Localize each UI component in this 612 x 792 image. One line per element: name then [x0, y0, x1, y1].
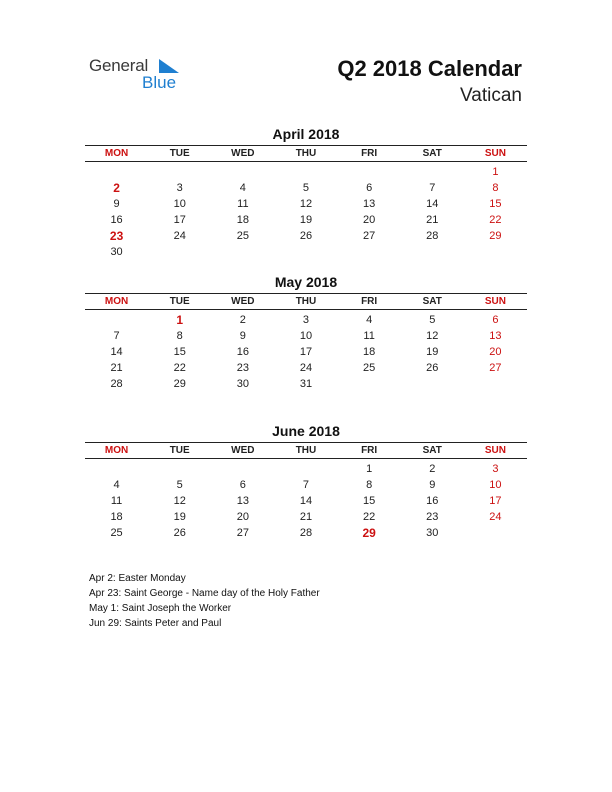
day-cell: 22: [489, 214, 502, 226]
day-cell: 8: [176, 330, 183, 342]
holiday-note: Jun 29: Saints Peter and Paul: [89, 618, 222, 629]
day-cell: 22: [363, 511, 376, 523]
day-cell: 4: [366, 314, 373, 326]
day-cell: 7: [113, 330, 120, 342]
weekday-header-row: [85, 145, 527, 162]
day-cell: 6: [239, 479, 246, 491]
day-cell: 21: [110, 362, 123, 374]
day-cell: 9: [113, 198, 120, 210]
day-cell: 2: [429, 463, 436, 475]
day-cell: 1: [366, 463, 373, 475]
day-cell: 6: [492, 314, 499, 326]
weekday-header: SUN: [484, 148, 506, 159]
day-cell: 27: [363, 230, 376, 242]
day-cell: 31: [299, 378, 313, 390]
weekday-header: THU: [295, 148, 317, 159]
day-cell: 5: [429, 314, 436, 326]
empty-day-cell: [85, 164, 148, 180]
day-cell: 21: [426, 214, 439, 226]
day-cell: 16: [426, 495, 439, 507]
day-cell: 28: [110, 378, 123, 390]
weekday-header-row: [85, 442, 527, 459]
day-cell: 13: [363, 198, 376, 210]
days-grid: [85, 312, 527, 392]
holiday-note: May 1: Saint Joseph the Worker: [89, 603, 232, 614]
weekday-header: TUE: [169, 445, 190, 456]
empty-day-cell: [274, 461, 337, 477]
day-cell: 26: [299, 230, 313, 242]
weekday-header: THU: [295, 296, 317, 307]
day-cell: 12: [299, 198, 313, 210]
day-cell: 11: [363, 330, 375, 342]
day-cell: 17: [299, 346, 313, 358]
logo-text-general: General: [89, 56, 149, 75]
day-cell: 8: [366, 479, 373, 491]
day-cell: 21: [299, 511, 313, 523]
day-cell: 9: [239, 330, 246, 342]
holiday-note: Apr 23: Saint George - Name day of the Holy Father: [89, 588, 320, 599]
day-cell: 15: [489, 198, 502, 210]
day-cell: 30: [426, 527, 439, 539]
day-cell: 23: [236, 362, 249, 374]
weekday-header: SAT: [422, 296, 442, 307]
day-cell: 14: [426, 198, 439, 210]
weekday-header: TUE: [169, 296, 190, 307]
day-cell: 6: [366, 182, 373, 194]
day-cell: 23: [426, 511, 439, 523]
day-cell: 2: [113, 181, 120, 195]
day-cell: 28: [426, 230, 439, 242]
generalblue-logo: [89, 56, 199, 96]
empty-day-cell: [338, 164, 401, 180]
day-cell: 3: [302, 314, 310, 326]
empty-day-cell: [211, 164, 274, 180]
day-cell: 3: [492, 463, 499, 475]
month-block-may: [85, 273, 527, 392]
page-subtitle: Vatican: [460, 85, 522, 106]
day-cell: 8: [492, 182, 499, 194]
day-cell: 20: [236, 511, 249, 523]
day-cell: 7: [302, 479, 310, 491]
day-cell: 19: [173, 511, 186, 523]
empty-day-cell: [85, 312, 148, 328]
day-cell: 5: [302, 182, 310, 194]
day-cell: 29: [489, 230, 502, 242]
weekday-header: SAT: [422, 445, 442, 456]
day-cell: 27: [236, 527, 249, 539]
day-cell: 19: [299, 214, 313, 226]
day-cell: 27: [489, 362, 502, 374]
weekday-header: WED: [231, 148, 255, 159]
day-cell: 20: [489, 346, 502, 358]
day-cell: 10: [299, 330, 313, 342]
month-title: April 2018: [272, 126, 340, 142]
day-cell: 12: [426, 330, 439, 342]
days-grid: [85, 461, 527, 541]
day-cell: 22: [173, 362, 186, 374]
day-cell: 10: [489, 479, 502, 491]
day-cell: 18: [363, 346, 376, 358]
weekday-header: SAT: [422, 148, 442, 159]
day-cell: 4: [113, 479, 120, 491]
day-cell: 16: [236, 346, 249, 358]
day-cell: 25: [236, 230, 249, 242]
day-cell: 4: [239, 182, 246, 194]
day-cell: 5: [176, 479, 183, 491]
empty-day-cell: [148, 461, 211, 477]
weekday-header: MON: [104, 148, 129, 159]
day-cell: 2: [239, 314, 246, 326]
logo-text-blue: Blue: [142, 73, 177, 92]
month-block-april: [85, 125, 527, 260]
day-cell: 29: [362, 526, 376, 540]
day-cell: 20: [363, 214, 376, 226]
day-cell: 26: [173, 527, 186, 539]
day-cell: 25: [363, 362, 376, 374]
empty-day-cell: [148, 164, 211, 180]
day-cell: 15: [173, 346, 186, 358]
day-cell: 1: [492, 166, 499, 178]
day-cell: 13: [489, 330, 502, 342]
weekday-header: SUN: [484, 445, 506, 456]
holiday-note: Apr 2: Easter Monday: [89, 573, 186, 584]
month-title: May 2018: [274, 274, 338, 290]
month-block-june: [85, 422, 527, 541]
day-cell: 12: [173, 495, 186, 507]
month-title: June 2018: [272, 423, 340, 439]
weekday-header-row: [85, 293, 527, 310]
day-cell: 19: [426, 346, 439, 358]
day-cell: 1: [176, 313, 184, 327]
empty-day-cell: [401, 164, 464, 180]
day-cell: 28: [299, 527, 313, 539]
weekday-header: TUE: [169, 148, 190, 159]
day-cell: 11: [237, 198, 249, 210]
holiday-notes: [89, 571, 320, 631]
day-cell: 17: [489, 495, 502, 507]
day-cell: 10: [173, 198, 186, 210]
day-cell: 9: [429, 479, 436, 491]
day-cell: 14: [110, 346, 123, 358]
weekday-header: WED: [231, 445, 255, 456]
page-title: Q2 2018 Calendar: [337, 56, 522, 81]
weekday-header: FRI: [361, 148, 378, 159]
weekday-header: THU: [295, 445, 317, 456]
day-cell: 18: [110, 511, 123, 523]
days-grid: [85, 164, 527, 260]
day-cell: 24: [299, 362, 313, 374]
empty-day-cell: [85, 461, 148, 477]
day-cell: 24: [489, 511, 502, 523]
day-cell: 18: [236, 214, 249, 226]
day-cell: 30: [236, 378, 249, 390]
empty-day-cell: [211, 461, 274, 477]
day-cell: 17: [173, 214, 186, 226]
day-cell: 26: [426, 362, 439, 374]
day-cell: 13: [236, 495, 249, 507]
day-cell: 24: [173, 230, 186, 242]
day-cell: 7: [429, 182, 436, 194]
day-cell: 23: [109, 229, 124, 243]
weekday-header: FRI: [361, 445, 378, 456]
day-cell: 3: [176, 182, 183, 194]
day-cell: 15: [363, 495, 376, 507]
day-cell: 11: [110, 495, 123, 507]
day-cell: 14: [299, 495, 313, 507]
day-cell: 30: [110, 246, 123, 258]
weekday-header: SUN: [484, 296, 506, 307]
weekday-header: MON: [104, 445, 129, 456]
day-cell: 25: [110, 527, 123, 539]
weekday-header: MON: [104, 296, 129, 307]
weekday-header: FRI: [361, 296, 378, 307]
weekday-header: WED: [231, 296, 255, 307]
day-cell: 29: [173, 378, 186, 390]
empty-day-cell: [274, 164, 337, 180]
day-cell: 16: [110, 214, 123, 226]
